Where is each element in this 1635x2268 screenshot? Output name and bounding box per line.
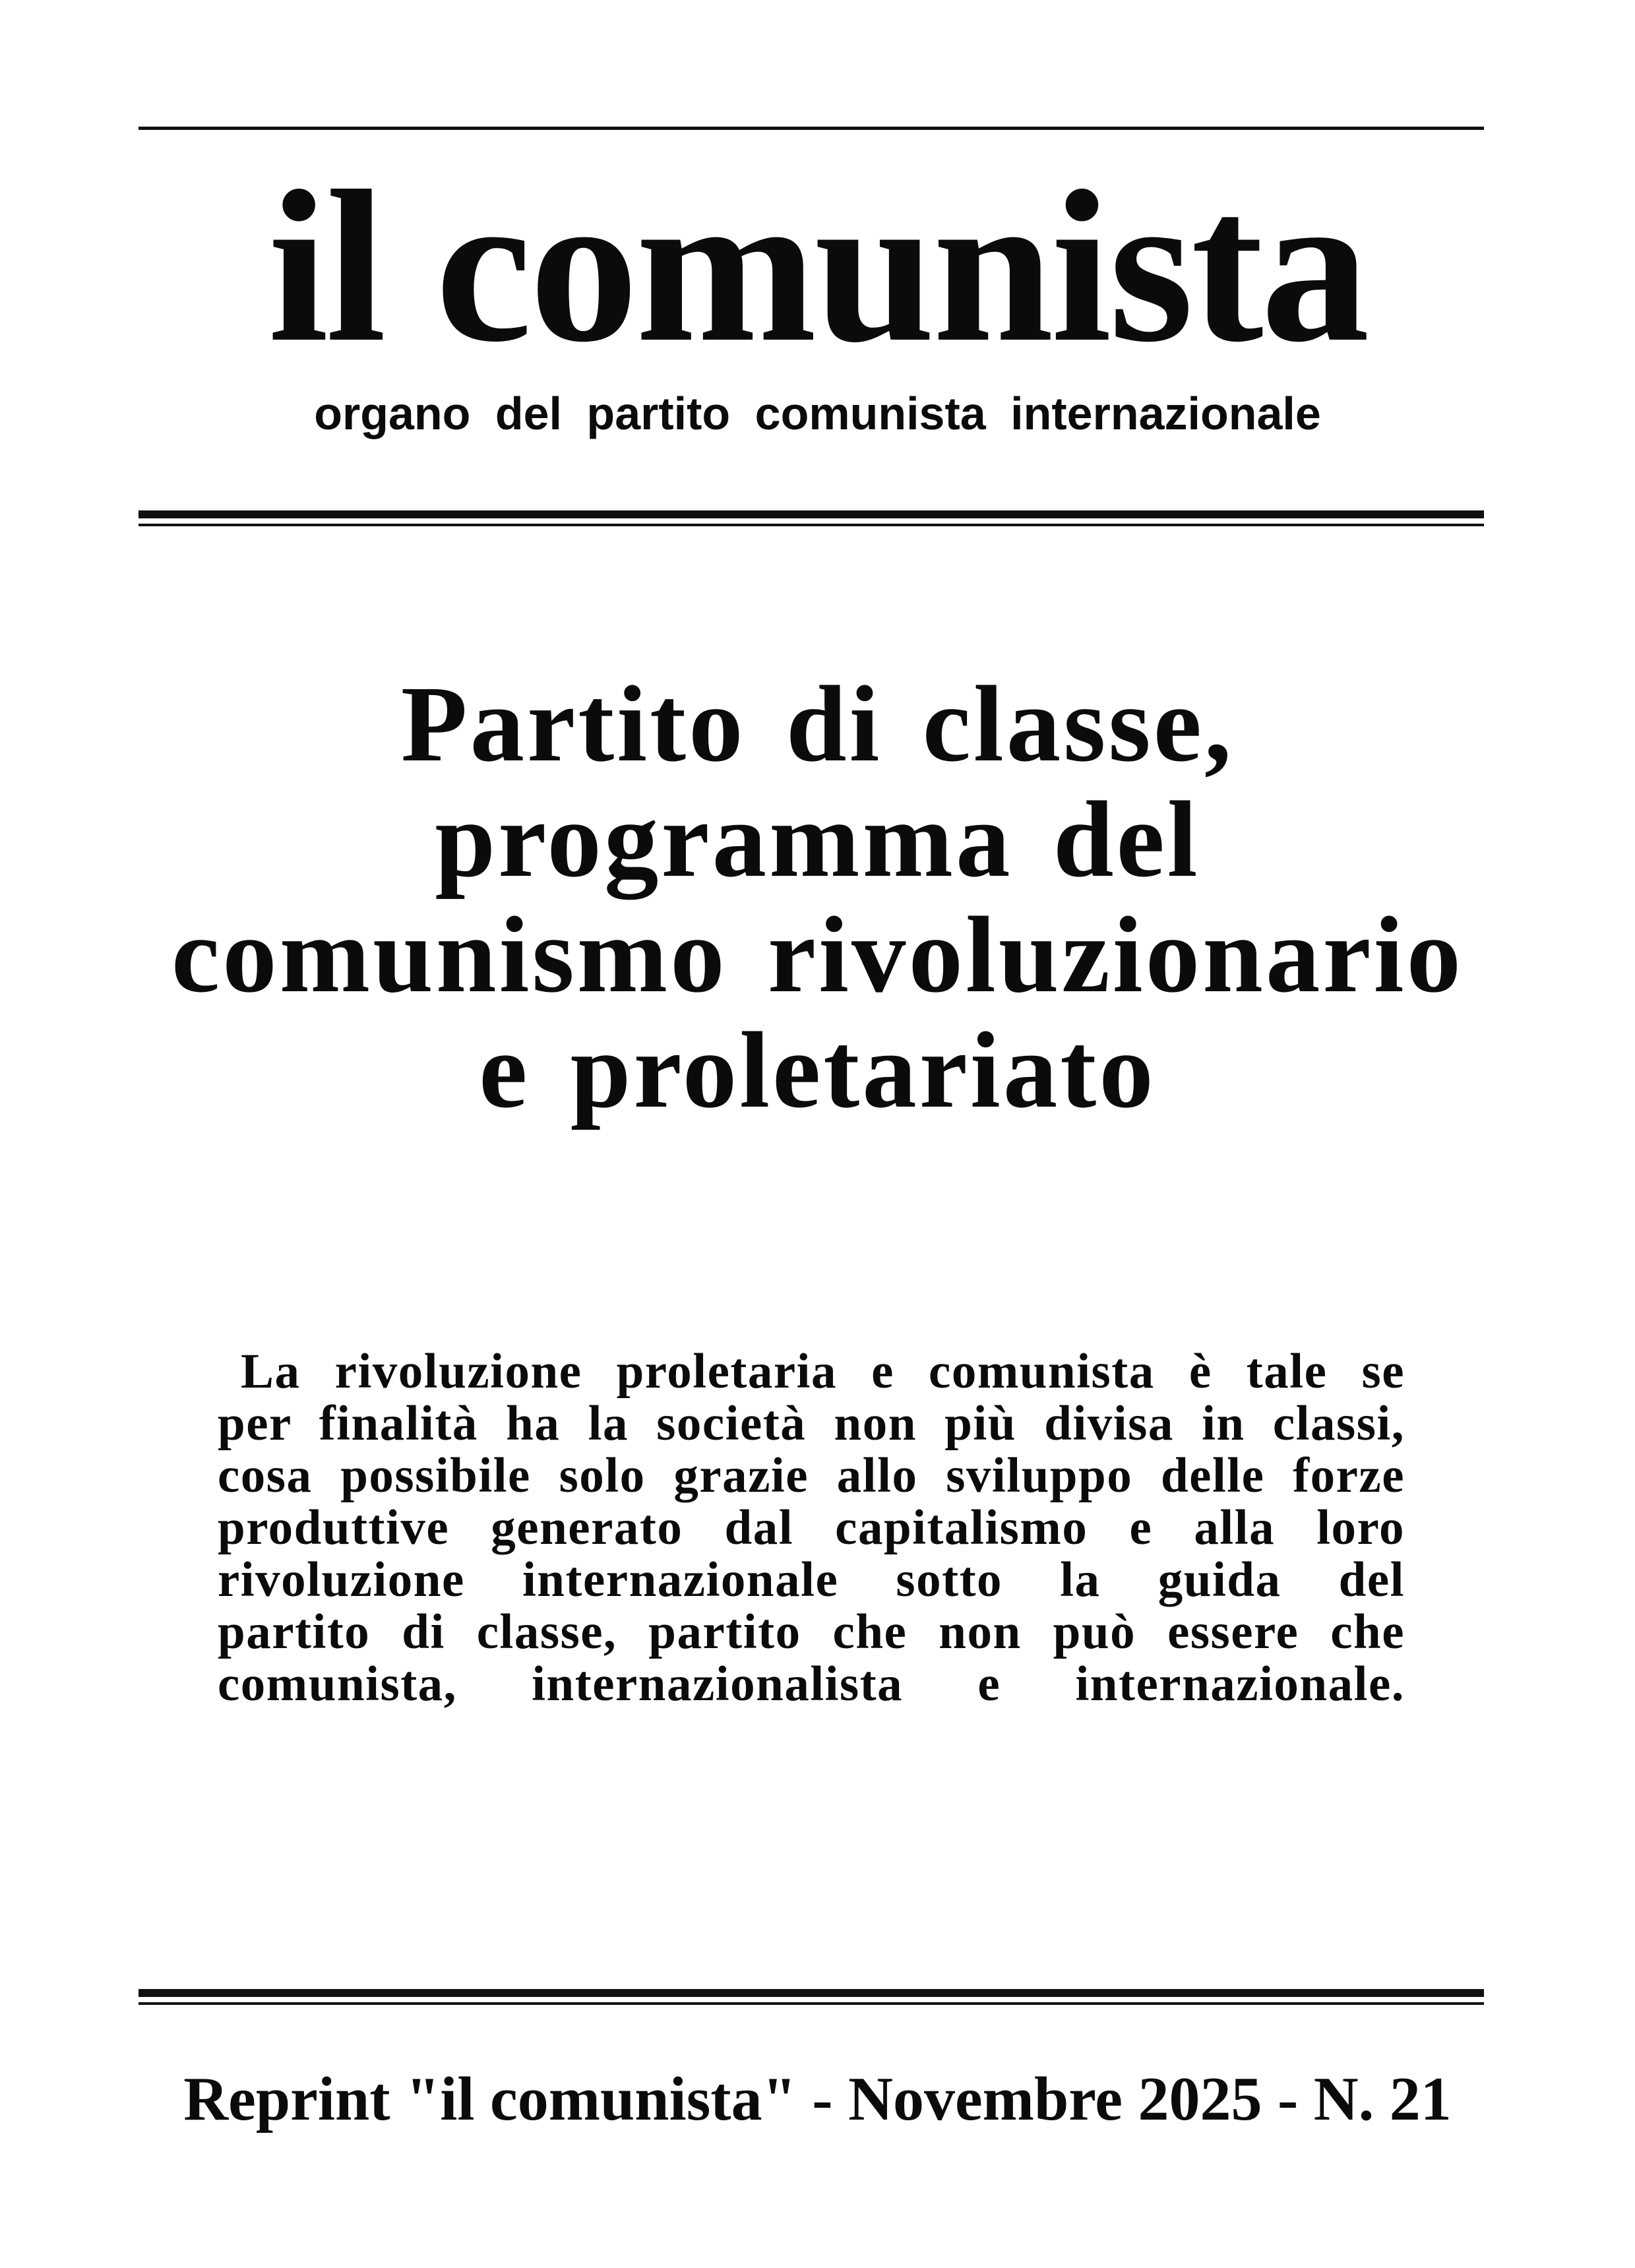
masthead-divider-thick xyxy=(139,510,1484,518)
top-divider xyxy=(139,127,1484,130)
footer-divider-thick xyxy=(139,1989,1484,1997)
lead-line: La rivoluzione proletaria e comunista è tale se xyxy=(241,1344,1405,1399)
headline xyxy=(0,663,1635,1130)
headline-line: comunismo rivoluzionario xyxy=(171,894,1464,1015)
lead-line: per finalità ha la società non più divisa in classi, xyxy=(218,1396,1405,1451)
headline-line: Partito di classe, xyxy=(400,663,1235,784)
masthead-subtitle: organo del partito comunista internazionale xyxy=(314,388,1321,439)
headline-line: programma del xyxy=(435,779,1200,900)
lead-line: partito di classe, partito che non può essere che xyxy=(218,1605,1405,1659)
lead-line: cosa possibile solo grazie allo sviluppo delle forze xyxy=(218,1448,1405,1503)
masthead-divider-thin xyxy=(139,524,1484,526)
lead-line: comunista, internazionalista e internazionale. xyxy=(218,1657,1405,1711)
footer-divider-thin xyxy=(139,2002,1484,2005)
headline-line: e proletariato xyxy=(479,1010,1156,1130)
lead-paragraph xyxy=(218,1345,1405,1710)
issue-footer: Reprint "il comunista" - Novembre 2025 - N. 21 xyxy=(183,2065,1452,2133)
lead-line: produttive generato dal capitalismo e alla loro xyxy=(218,1500,1405,1555)
masthead-title: il comunista xyxy=(268,146,1367,387)
lead-line: rivoluzione internazionale sotto la guida del xyxy=(218,1552,1405,1607)
